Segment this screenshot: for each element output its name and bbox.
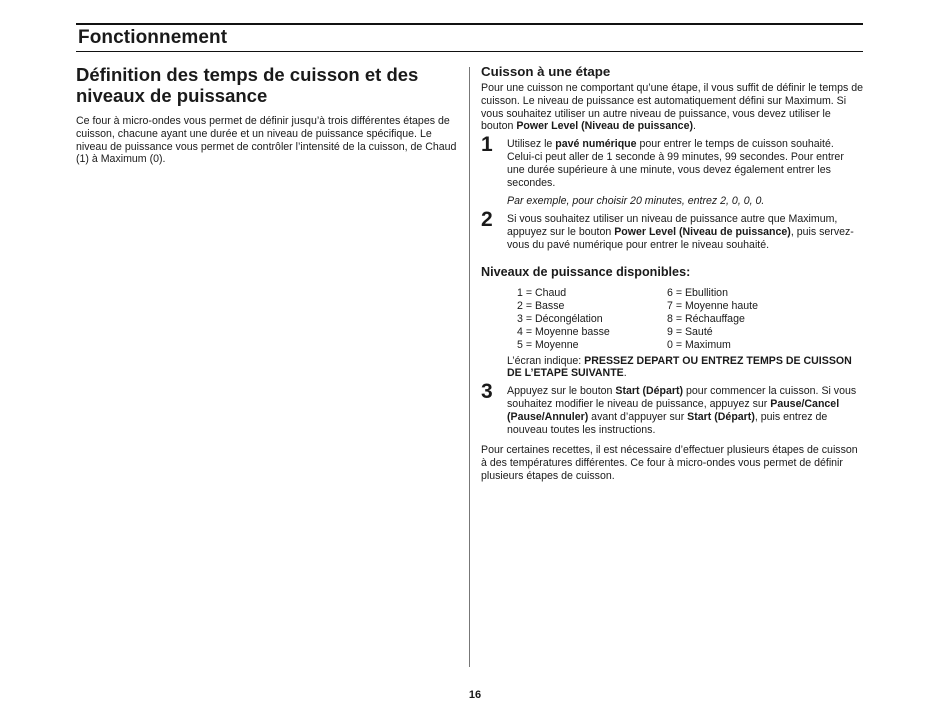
power-levels-col-2 [667, 287, 817, 353]
display-message-note [481, 355, 863, 381]
power-level-item: 5 = Moyenne [517, 339, 579, 352]
power-level-button-ref: Power Level (Niveau de puissance) [614, 225, 791, 238]
section-title: Fonctionnement [78, 27, 228, 48]
power-level-item: 1 = Chaud [517, 286, 567, 299]
step-text: Si vous souhaitez utiliser un niveau de puissance autre que Maximum, appuyez sur le bouton [507, 213, 838, 238]
intro-end: . [693, 120, 696, 133]
power-levels-col-1 [517, 287, 667, 353]
power-level-item: 0 = Maximum [667, 339, 731, 352]
example-note: Par exemple, pour choisir 20 minutes, entrez 2, 0, 0, 0. [507, 195, 765, 208]
header-top-rule [76, 23, 863, 25]
step-text: , puis servez-vous du pavé numérique pour entrer le niveau souhaité. [507, 225, 854, 251]
right-column [481, 64, 863, 483]
power-levels-heading: Niveaux de puissance disponibles: [481, 264, 691, 279]
step-2-text [507, 213, 863, 251]
pause-cancel-button-ref: Pause/Cancel (Pause/Annuler) [507, 397, 840, 423]
power-level-item: 9 = Sauté [667, 326, 713, 339]
step-3 [481, 380, 863, 436]
power-level-button-ref: Power Level (Niveau de puissance) [516, 120, 693, 133]
page-number: 16 [468, 689, 482, 701]
start-button-ref: Start (Départ) [615, 385, 684, 398]
power-level-item: 7 = Moyenne haute [667, 299, 758, 312]
single-step-intro [481, 82, 863, 133]
power-level-item: 2 = Basse [517, 299, 565, 312]
step-number: 3 [481, 380, 493, 404]
step-text: pour entrer le temps de cuisson souhaité. Celui-ci peut aller de 1 seconde à 99 minutes, 99 secondes. Pour entrer une durée supérieure à une minute, vous devez également entrer les secondes. [507, 138, 844, 189]
note-end: . [623, 367, 627, 380]
power-level-item: 8 = Réchauffage [667, 312, 745, 325]
step-1 [481, 133, 863, 208]
header-bottom-rule [76, 51, 863, 52]
step-3-text [507, 385, 863, 436]
power-levels-table [481, 287, 863, 353]
display-message: PRESSEZ DEPART OU ENTREZ TEMPS DE CUISSON DE L’ETAPE SUIVANTE [507, 354, 852, 380]
power-level-item: 4 = Moyenne basse [517, 326, 610, 339]
column-divider [469, 67, 470, 667]
step-number: 1 [481, 133, 493, 157]
power-level-item: 6 = Ebullition [667, 286, 728, 299]
step-2 [481, 208, 863, 251]
left-column [76, 64, 460, 166]
step-1-text [507, 138, 863, 189]
step-text: Appuyez sur le bouton [507, 385, 616, 398]
start-button-ref: Start (Départ) [687, 410, 755, 423]
main-heading: Définition des temps de cuisson et des niveaux de puissance [76, 64, 419, 106]
closing-paragraph: Pour certaines recettes, il est nécessaire d’effectuer plusieurs étapes de cuisson à des températures différentes. Ce four à micro-ondes vous permet de définir plusieurs étapes de cuisson. [481, 444, 858, 482]
step-text: pour commencer la cuisson. Si vous souhaitez modifier le niveau de puissance, appuyez sur [507, 385, 857, 410]
step-text: , puis entrez de nouveau toutes les instructions. [507, 410, 828, 436]
keypad-ref: pavé numérique [555, 138, 637, 151]
step-text: avant d’appuyer sur [588, 410, 688, 423]
intro-text: Pour une cuisson ne comportant qu’une étape, il vous suffit de définir le temps de cuisson. Le niveau de puissance est automatiquement défini sur Maximum. Si vous souhaitez utiliser un autre niveau de puissance, vous devez utiliser le bouton [481, 82, 864, 133]
step-number: 2 [481, 208, 493, 232]
step-text: Utilisez le [507, 138, 556, 151]
note-text: L’écran indique: [507, 354, 585, 367]
intro-paragraph: Ce four à micro-ondes vous permet de définir jusqu’à trois différentes étapes de cuisson, chacune ayant une durée et un niveau de puissance spécifique. Le niveau de puissance vous permet de contrôler l’intensité de la cuisson, de Chaud (1) à Maximum (0). [76, 115, 457, 166]
power-level-item: 3 = Décongélation [517, 312, 603, 325]
single-step-heading: Cuisson à une étape [481, 64, 611, 79]
